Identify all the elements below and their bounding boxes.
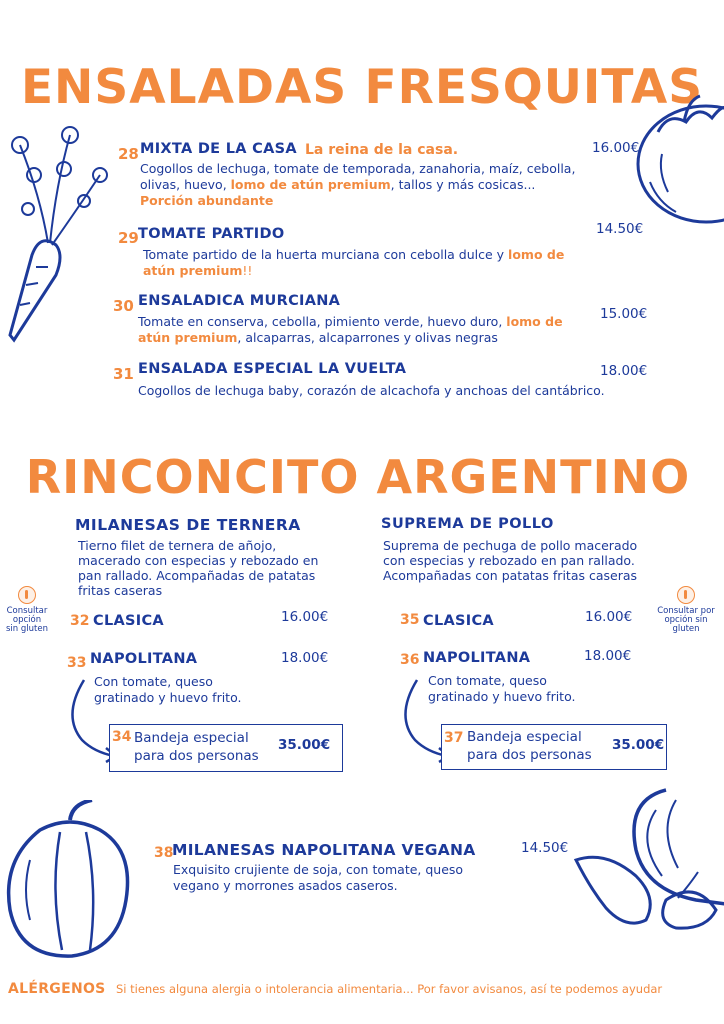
desc-highlight: lomo de atún premium [143,247,565,278]
section-title-ensaladas: ENSALADAS FRESQUITAS [20,60,704,115]
item-name: MIXTA DE LA CASA [140,141,297,157]
gluten-note-left [6,586,48,634]
bandeja-box [109,724,343,772]
item-description [143,247,593,279]
item-description [140,161,600,209]
item-number: 28 [118,145,139,163]
item-name: MILANESAS NAPOLITANA VEGANA [172,841,476,859]
item-price: 18.00€ [584,648,632,664]
item-description: Con tomate, queso gratinado y huevo frito. [94,674,242,705]
bandeja-label: Bandeja especial para dos personas [467,729,592,763]
item-number: 34 [112,729,132,745]
item-description: Exquisito crujiente de soja, con tomate, queso vegano y morrones asados caseros. [173,862,464,893]
desc-highlight: lomo de atún premium [138,314,563,345]
gluten-free-icon [677,586,695,604]
item-price: 16.00€ [281,609,329,625]
item-number: 32 [70,613,90,629]
item-number: 31 [113,365,134,383]
item-name: NAPOLITANA [90,651,198,667]
item-price: 18.00€ [281,650,329,666]
carrot-icon [0,105,110,345]
item-description [138,383,658,399]
item-price: 14.50€ [521,840,569,856]
bandeja-box [441,724,667,770]
item-price: 18.00€ [600,363,648,379]
subsection-description: Suprema de pechuga de pollo macerado con especias y rebozado en pan rallado. Acompañadas con patatas fritas caseras [383,538,638,583]
tomato-icon [628,92,724,242]
bandeja-price: 35.00€ [278,737,331,753]
item-price: 15.00€ [600,306,648,322]
item-name: NAPOLITANA [423,650,531,666]
section-title-argentino: RINCONCITO ARGENTINO [25,450,691,504]
desc-text: Tomate partido de la huerta murciana con cebolla dulce y [143,247,509,262]
gluten-free-icon [18,586,36,604]
desc-highlight: lomo de atún premium [230,177,391,192]
gluten-text: Consultar por opción sin gluten [657,606,715,634]
desc-text: !! [242,263,253,278]
footer-allergens-text: Si tienes alguna alergia o intolerancia alimentaria... Por favor avisanos, así te podemos ayudar [116,982,663,996]
desc-text: , alcaparras, alcaparrones y olivas negras [237,330,498,345]
item-description [138,314,590,346]
desc-text: Cogollos de lechuga, tomate de temporada, zanahoria, maíz, cebolla, [140,161,576,176]
item-name: CLASICA [93,613,164,629]
item-number: 29 [118,229,139,247]
gluten-text: Consultar opción sin gluten [6,606,48,634]
bandeja-price: 35.00€ [612,737,665,753]
item-price: 16.00€ [585,609,633,625]
desc-text: Tomate en conserva, cebolla, pimiento verde, huevo duro, [138,314,507,329]
subsection-title-pollo: SUPREMA DE POLLO [381,516,554,532]
item-name: ENSALADA ESPECIAL LA VUELTA [138,361,407,377]
item-name: CLASICA [423,613,494,629]
item-tagline: La reina de la casa. [305,142,459,158]
item-number: 30 [113,297,134,315]
gluten-note-right [654,586,718,634]
subsection-description: Tierno filet de ternera de añojo, macerado con especias y rebozado en pan rallado. Acompañadas de patatas fritas caseras [78,538,319,598]
item-number: 35 [400,612,420,628]
bandeja-label: Bandeja especial para dos personas [134,730,259,764]
item-price: 14.50€ [596,221,644,237]
item-name: ENSALADICA MURCIANA [138,293,341,309]
desc-text: , tallos y más cosicas... [390,177,536,192]
item-number: 37 [444,730,464,746]
item-number: 33 [67,655,87,671]
garlic-icon [566,780,724,940]
desc-text: olivas, huevo, [140,177,231,192]
item-name: TOMATE PARTIDO [138,226,285,242]
item-number: 38 [154,845,174,861]
item-price: 16.00€ [592,140,640,156]
desc-text: Cogollos de lechuga baby, corazón de alcachofa y anchoas del cantábrico. [138,383,605,398]
item-note: Porción abundante [140,193,274,208]
subsection-title-ternera: MILANESAS DE TERNERA [75,516,301,534]
item-number: 36 [400,652,420,668]
footer-allergens-label: ALÉRGENOS [8,981,106,997]
pepper-icon [0,800,140,960]
item-description: Con tomate, queso gratinado y huevo frito. [428,673,576,704]
